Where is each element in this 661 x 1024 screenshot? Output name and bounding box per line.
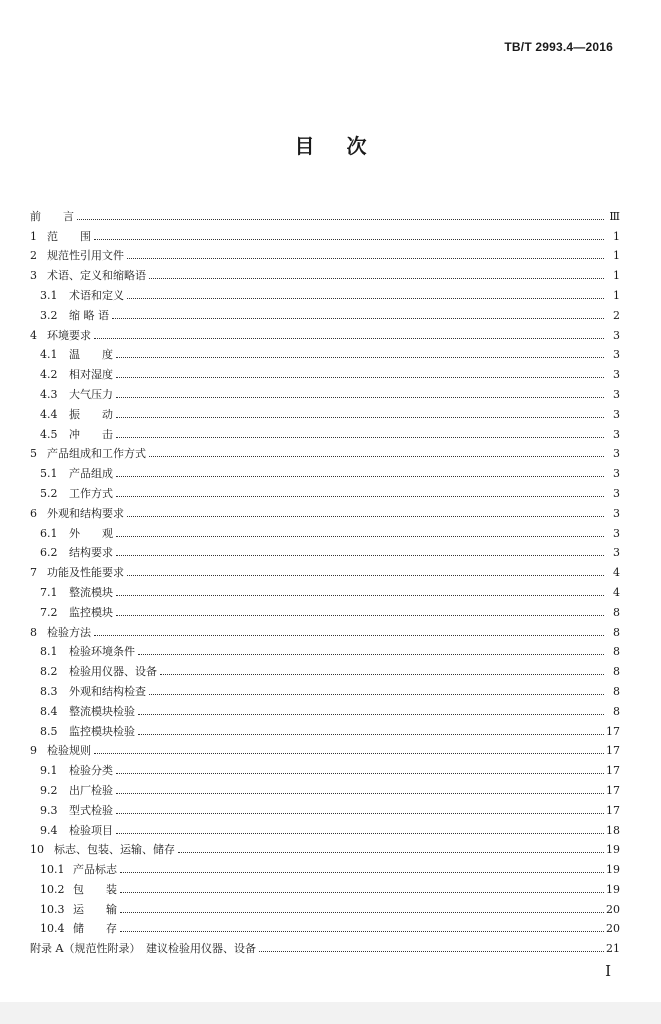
toc-entry[interactable] [30, 343, 620, 363]
toc-entry-page: 8 [613, 665, 620, 679]
toc-entry-number: 10.2 [40, 882, 65, 896]
toc-entry-page: 3 [613, 467, 620, 481]
toc-entry-number: 6.2 [40, 546, 58, 560]
toc-entry-page: 1 [613, 249, 620, 263]
dot-leader [120, 912, 604, 913]
dot-leader [116, 595, 604, 596]
toc-entry-title: 检验方法 [47, 625, 91, 639]
toc-entry-title: 缩 略 语 [69, 308, 109, 322]
toc-entry[interactable] [30, 580, 620, 600]
toc-entry-page: 8 [613, 645, 620, 659]
toc-entry-title: 规范性引用文件 [47, 249, 124, 263]
toc-entry-title: 外观和结构要求 [47, 506, 124, 520]
toc-entry[interactable] [30, 244, 620, 264]
toc-entry[interactable] [30, 600, 620, 620]
toc-entry-number: 7.2 [40, 605, 58, 619]
dot-leader [116, 437, 604, 438]
toc-entry-number: 8 [30, 625, 37, 639]
toc-entry[interactable] [30, 541, 620, 561]
document-code: TB/T 2993.4—2016 [504, 40, 613, 54]
toc-entry-title: 检验用仪器、设备 [69, 665, 157, 679]
toc-entry-page: 17 [606, 724, 620, 738]
toc-entry-page: 3 [613, 427, 620, 441]
toc-entry-page: 2 [613, 308, 620, 322]
dot-leader [116, 813, 604, 814]
toc-entry-page: 1 [613, 269, 620, 283]
dot-leader [112, 318, 604, 319]
toc-entry-number: 8.1 [40, 645, 58, 659]
toc-entry-number: 9.2 [40, 783, 58, 797]
toc-entry-number: 9 [30, 744, 37, 758]
toc-entry-number: 7.1 [40, 585, 58, 599]
toc-entry[interactable] [30, 461, 620, 481]
dot-leader [94, 338, 604, 339]
toc-entry[interactable] [30, 402, 620, 422]
toc-entry-page: 19 [606, 863, 620, 877]
toc-entry-title: 监控模块 [69, 605, 113, 619]
toc-entry-number: 2 [30, 249, 37, 263]
dot-leader [138, 654, 604, 655]
toc-entry[interactable] [30, 362, 620, 382]
toc-entry-page: 1 [613, 229, 620, 243]
toc-entry-page: 17 [606, 764, 620, 778]
dot-leader [138, 714, 604, 715]
toc-entry-title: 振 动 [69, 407, 113, 421]
page-number: I [605, 962, 611, 980]
toc-entry[interactable] [30, 897, 620, 917]
toc-entry[interactable] [30, 699, 620, 719]
dot-leader [120, 892, 604, 893]
toc-entry-title: 整流模块检验 [69, 704, 135, 718]
toc-entry[interactable] [30, 857, 620, 877]
toc-entry[interactable] [30, 303, 620, 323]
toc-entry[interactable] [30, 719, 620, 739]
toc-entry[interactable] [30, 224, 620, 244]
toc-entry-title: 标志、包装、运输、储存 [54, 843, 175, 857]
dot-leader [116, 377, 604, 378]
toc-entry-page: 20 [606, 902, 620, 916]
toc-entry-page: 3 [613, 328, 620, 342]
dot-leader [116, 397, 604, 398]
toc-entry-page: 4 [613, 566, 620, 580]
toc-entry[interactable] [30, 323, 620, 343]
dot-leader [116, 615, 604, 616]
dot-leader [116, 417, 604, 418]
toc-entry-title: 产品标志 [73, 863, 117, 877]
toc-entry[interactable] [30, 501, 620, 521]
toc-entry-title: 检验环境条件 [69, 645, 135, 659]
dot-leader [116, 357, 604, 358]
toc-entry-number: 4.3 [40, 387, 58, 401]
dot-leader [94, 635, 604, 636]
toc-entry[interactable] [30, 936, 620, 956]
toc-entry-number: 4.4 [40, 407, 58, 421]
toc-entry-page: 3 [613, 506, 620, 520]
dot-leader [149, 694, 604, 695]
dot-leader [116, 496, 604, 497]
toc-entry[interactable] [30, 659, 620, 679]
toc-entry-title: 包 装 [73, 882, 117, 896]
dot-leader [116, 833, 604, 834]
toc-entry-title: 相对湿度 [69, 368, 113, 382]
dot-leader [127, 516, 604, 517]
toc-entry[interactable] [30, 442, 620, 462]
toc-entry-title: 外观和结构检查 [69, 684, 146, 698]
toc-entry-page: 8 [613, 605, 620, 619]
toc-entry[interactable] [30, 560, 620, 580]
dot-leader [77, 219, 604, 220]
toc-entry-number: 6.1 [40, 526, 58, 540]
toc-entry-number: 9.3 [40, 803, 58, 817]
toc-entry[interactable] [30, 758, 620, 778]
toc-entry-title: 产品组成 [69, 467, 113, 481]
toc-entry-title: 检验规则 [47, 744, 91, 758]
toc-entry[interactable] [30, 283, 620, 303]
toc-entry-page: 3 [613, 447, 620, 461]
toc-entry-number: 8.3 [40, 684, 58, 698]
toc-entry[interactable] [30, 877, 620, 897]
toc-entry-number: 4 [30, 328, 37, 342]
table-of-contents [30, 204, 620, 956]
toc-entry[interactable] [30, 739, 620, 759]
dot-leader [116, 793, 604, 794]
toc-entry-number: 9.4 [40, 823, 58, 837]
toc-entry-number: 5.2 [40, 486, 58, 500]
toc-entry[interactable] [30, 481, 620, 501]
toc-entry-title: 运 输 [73, 902, 117, 916]
toc-entry-number: 10.3 [40, 902, 65, 916]
toc-entry-page: 18 [606, 823, 620, 837]
toc-entry-page: 20 [606, 922, 620, 936]
dot-leader [259, 951, 604, 952]
toc-entry-page: 17 [606, 803, 620, 817]
toc-entry-page: 21 [606, 942, 620, 956]
dot-leader [127, 575, 604, 576]
toc-entry-number: 10 [30, 843, 44, 857]
toc-entry-title: 出厂检验 [69, 783, 113, 797]
toc-entry-page: 3 [613, 526, 620, 540]
toc-entry-title: 附录 A（规范性附录） 建议检验用仪器、设备 [30, 942, 256, 956]
toc-entry-title: 产品组成和工作方式 [47, 447, 146, 461]
toc-entry-number: 8.5 [40, 724, 58, 738]
dot-leader [94, 753, 604, 754]
dot-leader [94, 239, 604, 240]
toc-entry-title: 型式检验 [69, 803, 113, 817]
dot-leader [178, 852, 604, 853]
toc-entry-number: 3 [30, 269, 37, 283]
toc-entry-number: 3.1 [40, 288, 58, 302]
toc-entry-number: 10.1 [40, 863, 65, 877]
toc-entry[interactable] [30, 640, 620, 660]
toc-entry-title: 前 言 [30, 209, 74, 223]
toc-entry-number: 8.4 [40, 704, 58, 718]
toc-entry-title: 结构要求 [69, 546, 113, 560]
toc-entry[interactable] [30, 818, 620, 838]
toc-entry-number: 1 [30, 229, 37, 243]
toc-entry-title: 功能及性能要求 [47, 566, 124, 580]
toc-entry-page: 3 [613, 407, 620, 421]
toc-entry-number: 4.2 [40, 368, 58, 382]
toc-entry-page: Ⅲ [609, 209, 620, 223]
toc-entry-title: 环境要求 [47, 328, 91, 342]
dot-leader [116, 476, 604, 477]
toc-entry-page: 19 [606, 843, 620, 857]
toc-entry-page: 8 [613, 704, 620, 718]
toc-entry[interactable] [30, 521, 620, 541]
toc-entry-page: 4 [613, 585, 620, 599]
dot-leader [120, 872, 604, 873]
toc-entry-page: 3 [613, 486, 620, 500]
dot-leader [127, 258, 604, 259]
toc-entry-title: 外 观 [69, 526, 113, 540]
toc-entry-title: 监控模块检验 [69, 724, 135, 738]
toc-entry[interactable] [30, 838, 620, 858]
toc-entry-page: 8 [613, 684, 620, 698]
toc-entry[interactable] [30, 679, 620, 699]
dot-leader [149, 278, 604, 279]
toc-entry-title: 术语、定义和缩略语 [47, 269, 146, 283]
toc-entry-page: 3 [613, 387, 620, 401]
dot-leader [116, 555, 604, 556]
toc-entry-number: 5.1 [40, 467, 58, 481]
toc-entry-title: 储 存 [73, 922, 117, 936]
dot-leader [149, 456, 604, 457]
toc-entry-title: 冲 击 [69, 427, 113, 441]
toc-entry-page: 19 [606, 882, 620, 896]
toc-entry-number: 4.1 [40, 348, 58, 362]
dot-leader [160, 674, 604, 675]
toc-entry-title: 检验项目 [69, 823, 113, 837]
toc-entry[interactable] [30, 798, 620, 818]
toc-entry-page: 8 [613, 625, 620, 639]
toc-entry-number: 10.4 [40, 922, 65, 936]
toc-entry-number: 8.2 [40, 665, 58, 679]
footer-bar [0, 1002, 661, 1024]
toc-entry-title: 术语和定义 [69, 288, 124, 302]
toc-entry-page: 3 [613, 348, 620, 362]
toc-entry-title: 温 度 [69, 348, 113, 362]
toc-entry-title: 整流模块 [69, 585, 113, 599]
dot-leader [116, 773, 604, 774]
toc-entry-number: 9.1 [40, 764, 58, 778]
toc-entry[interactable] [30, 778, 620, 798]
toc-entry-title: 大气压力 [69, 387, 113, 401]
toc-entry-page: 3 [613, 368, 620, 382]
toc-entry[interactable] [30, 204, 620, 224]
dot-leader [120, 931, 604, 932]
dot-leader [127, 298, 604, 299]
toc-entry-page: 17 [606, 744, 620, 758]
toc-entry-page: 17 [606, 783, 620, 797]
toc-entry-number: 3.2 [40, 308, 58, 322]
toc-entry[interactable] [30, 917, 620, 937]
toc-entry-number: 6 [30, 506, 37, 520]
toc-entry-page: 3 [613, 546, 620, 560]
toc-entry-number: 5 [30, 447, 37, 461]
page-title: 目次 [294, 134, 399, 158]
toc-entry[interactable] [30, 382, 620, 402]
toc-entry[interactable] [30, 620, 620, 640]
dot-leader [138, 734, 604, 735]
toc-entry-number: 4.5 [40, 427, 58, 441]
toc-entry-title: 工作方式 [69, 486, 113, 500]
toc-entry[interactable] [30, 263, 620, 283]
toc-entry[interactable] [30, 422, 620, 442]
toc-entry-title: 范 围 [47, 229, 91, 243]
toc-entry-page: 1 [613, 288, 620, 302]
toc-entry-number: 7 [30, 566, 37, 580]
dot-leader [116, 536, 604, 537]
toc-entry-title: 检验分类 [69, 764, 113, 778]
